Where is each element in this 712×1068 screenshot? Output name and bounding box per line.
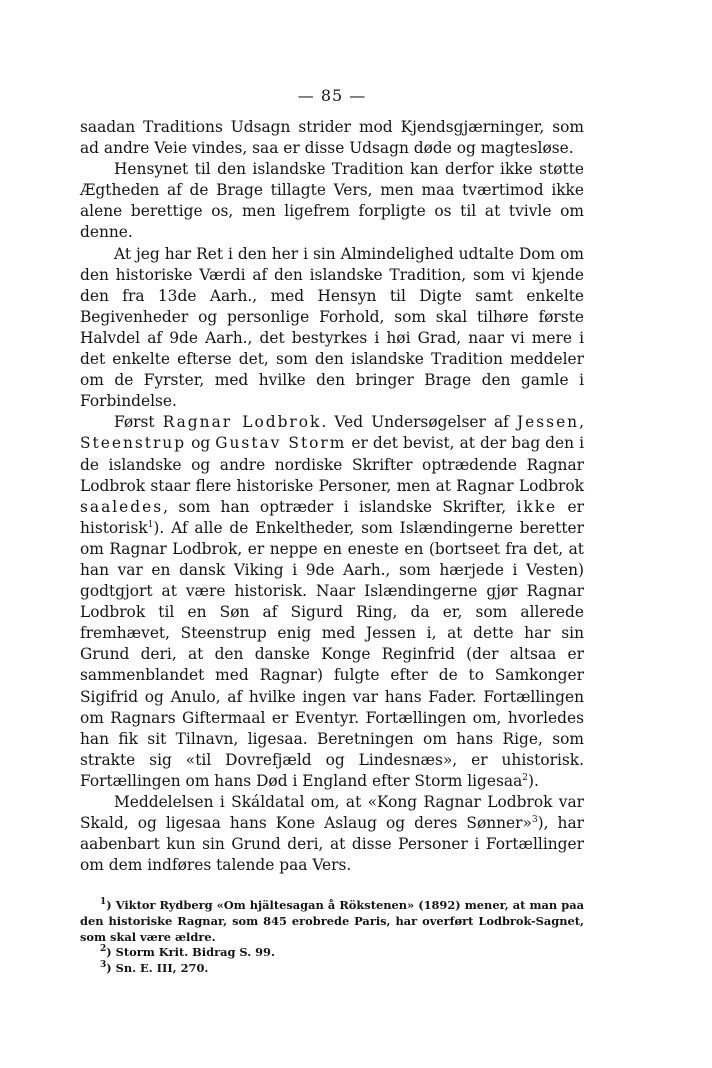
paragraph-2: Hensynet til den islandske Tradition kan derfor ikke støtte Ægtheden af de Brage tillagte Vers, men maa tværtimod ikke alene berettige os, men ligefrem forpligte os til at tvivle om denne. — [80, 160, 584, 242]
spaced-word-ikke: ikke — [516, 497, 558, 516]
paragraph-5 — [80, 792, 584, 876]
footnote-mark: 2 — [100, 944, 107, 955]
text-run: , — [579, 413, 585, 432]
footnote-text: ) Viktor Rydberg «Om hjältesagan å Rökstenen» (1892) mener, at man paa den historiske Ragnar, som 845 erobrede Paris, har overført Lodbrok-Sagnet, som skal være ældre. — [80, 898, 584, 944]
paragraph-4 — [80, 412, 584, 792]
footnote-ref-3[interactable]: 3 — [531, 814, 538, 825]
spaced-name-gustav-storm: Gustav Storm — [215, 434, 347, 453]
text-run: er historisk — [80, 497, 584, 537]
spaced-word-saaledes: saaledes — [80, 497, 164, 516]
text-run: . Ved Undersøgelser af — [321, 413, 517, 432]
footnote-ref-2[interactable]: 2 — [522, 772, 528, 783]
spaced-name-jessen: Jessen — [517, 413, 580, 432]
text-run: ), har aabenbart kun sin Grund deri, at disse Personer i Fortællinger om dem indføres talende paa Vers. — [80, 814, 585, 875]
footnote-3 — [80, 961, 584, 977]
spaced-name-ragnar-lodbrok: Ragnar Lodbrok — [162, 413, 322, 432]
page — [80, 86, 584, 976]
spaced-name-steenstrup: Steenstrup — [80, 434, 187, 453]
footnote-mark: 3 — [100, 959, 107, 970]
text-run: er det bevist, at der bag den i de islandske og andre nordiske Skrifter optrædende Ragnar Lodbrok staar flere historiske Personer, men at Ragnar Lodbrok — [80, 434, 584, 495]
footnote-2 — [80, 945, 584, 961]
text-run: ). — [528, 771, 539, 790]
text-run: , som han optræder i islandske Skrifter, — [163, 497, 517, 516]
footnote-ref-1[interactable]: 1 — [147, 519, 154, 530]
footnotes — [80, 898, 584, 976]
footnote-text: ) Sn. E. III, 270. — [106, 960, 209, 975]
paragraph-1: saadan Traditions Udsagn strider mod Kjendsgjærninger, som ad andre Veie vindes, saa er disse Udsagn døde og magtesløse. — [80, 118, 584, 158]
footnote-text: ) Storm Krit. Bidrag S. 99. — [106, 945, 275, 960]
paragraph-3: At jeg har Ret i den her i sin Almindelighed udtalte Dom om den historiske Værdi af den islandske Tradition, som vi kjende den fra 13de Aarh., med Hensyn til Digte samt enkelte Begivenheder og personlige Forhold, som skal tilhøre første Halvdel af 9de Aarh., det bestyrkes i høi Grad, naar vi mere i det enkelte efterse det, som den islandske Tradition meddeler om de Fyrster, med hvilke den bringer Brage den gamle i Forbindelse. — [80, 244, 584, 411]
text-run: og — [186, 434, 216, 453]
footnote-1 — [80, 898, 584, 945]
page-number: — 85 — — [297, 86, 367, 105]
text-run: Først — [114, 413, 163, 432]
footnote-mark: 1 — [100, 897, 107, 908]
text-run: Meddelelsen i Skáldatal om, at «Kong Ragnar Lodbrok var Skald, og ligesaa hans Kone Aslaug og deres Sønner» — [80, 793, 584, 833]
body-text — [80, 117, 584, 876]
text-run: ). Af alle de Enkeltheder, som Islændingerne beretter om Ragnar Lodbrok, er neppe en eneste en (bortseet fra det, at han var en dansk Viking i 9de Aarh., som hærjede i Vesten) godtgjort at være historisk. Naar Islændingerne gjør Ragnar Lodbrok til en Søn af Sigurd Ring, da er, som allerede fremhævet, Steenstrup enig med Jessen i, at dette har sin Grund deri, at den danske Konge Reginfrid (der altsaa er sammenblandet med Ragnar) fulgte efter de to Samkonger Sigifrid og Anulo, af hvilke ingen var hans Fader. Fortællingen om Ragnars Giftermaal er Eventyr. Fortællingen om, hvorledes han fik sit Tilnavn, ligesaa. Beretningen om hans Rige, som strakte sig «til Dovrefjæld og Lindesnæs», er uhistorisk. Fortællingen om hans Død i England efter Storm ligesaa — [80, 518, 584, 790]
